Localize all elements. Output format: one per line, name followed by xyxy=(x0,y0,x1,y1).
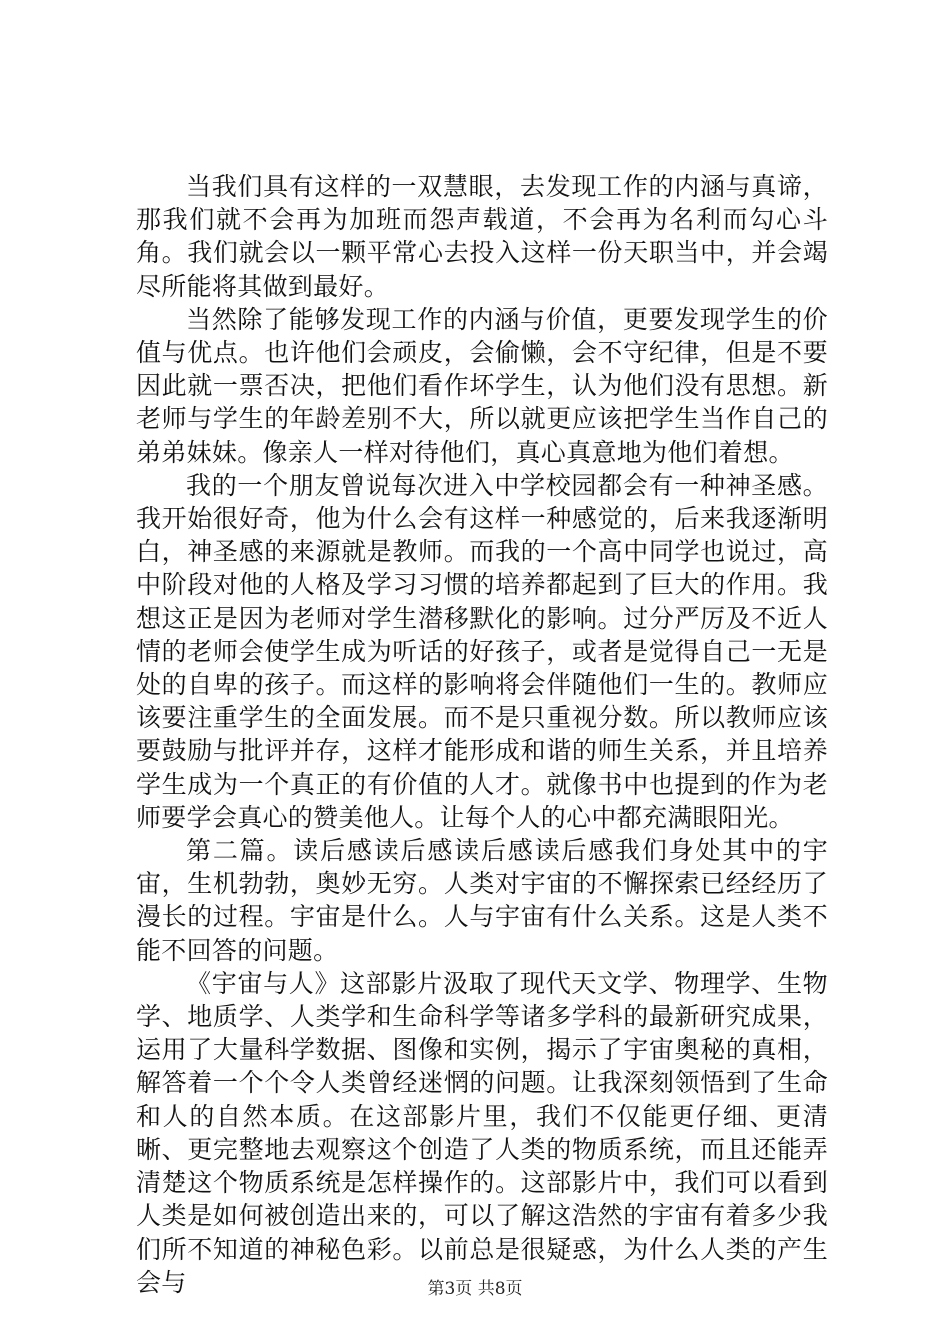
paragraph-4: 第二篇。读后感读后感读后感读后感我们身处其中的宇宙，生机勃勃，奥妙无穷。人类对宇宙的不懈探索已经经历了漫长的过程。宇宙是什么。人与宇宙有什么关系。这是人类不能不回答的问题。 xyxy=(136,836,828,965)
paragraph-1: 当我们具有这样的一双慧眼，去发现工作的内涵与真谛，那我们就不会再为加班而怨声载道，不会再为名利而勾心斗角。我们就会以一颗平常心去投入这样一份天职当中，并会竭尽所能将其做到最好。 xyxy=(136,172,828,301)
page-footer: 第3页 共8页 xyxy=(427,1279,523,1299)
paragraph-2: 当然除了能够发现工作的内涵与价值，更要发现学生的价值与优点。也许他们会顽皮，会偷懒，会不守纪律，但是不要因此就一票否决，把他们看作坏学生，认为他们没有思想。新老师与学生的年龄差别不大，所以就更应该把学生当作自己的弟弟妹妹。像亲人一样对待他们，真心真意地为他们着想。 xyxy=(136,304,828,467)
paragraph-5: 《宇宙与人》这部影片汲取了现代天文学、物理学、生物学、地质学、人类学和生命科学等诸多学科的最新研究成果，运用了大量科学数据、图像和实例，揭示了宇宙奥秘的真相，解答着一个个令人类曾经迷惘的问题。让我深刻领悟到了生命和人的自然本质。在这部影片里，我们不仅能更仔细、更清晰、更完整地去观察这个创造了人类的物质系统，而且还能弄清楚这个物质系统是怎样操作的。这部影片中，我们可以看到人类是如何被创造出来的，可以了解这浩然的宇宙有着多少我们所不知道的神秘色彩。以前总是很疑惑，为什么人类的产生会与 xyxy=(136,968,828,1297)
paragraph-3: 我的一个朋友曾说每次进入中学校园都会有一种神圣感。我开始很好奇，他为什么会有这样一种感觉的，后来我逐渐明白，神圣感的来源就是教师。而我的一个高中同学也说过，高中阶段对他的人格及学习习惯的培养都起到了巨大的作用。我想这正是因为老师对学生潜移默化的影响。过分严厉及不近人情的老师会使学生成为听话的好孩子，或者是觉得自己一无是处的自卑的孩子。而这样的影响将会伴随他们一生的。教师应该要注重学生的全面发展。而不是只重视分数。所以教师应该要鼓励与批评并存，这样才能形成和谐的师生关系，并且培养学生成为一个真正的有价值的人才。就像书中也提到的作为老师要学会真心的赞美他人。让每个人的心中都充满眼阳光。 xyxy=(136,470,828,832)
document-body xyxy=(136,170,828,1299)
